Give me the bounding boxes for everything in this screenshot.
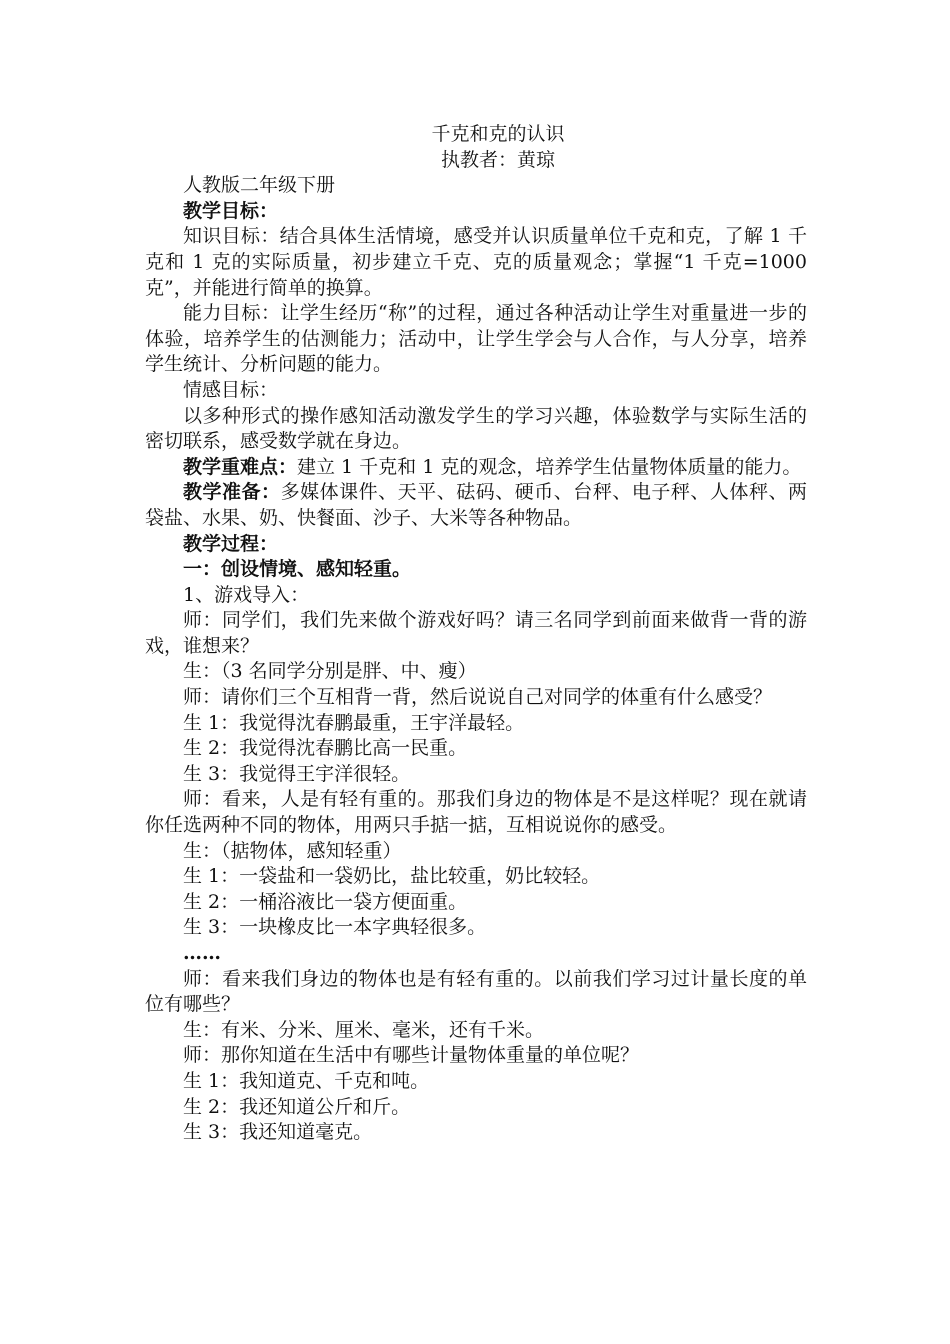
dialogue-line: 师：请你们三个互相背一背，然后说说自己对同学的体重有什么感受？	[183, 686, 773, 709]
key-points	[145, 455, 807, 481]
goals-heading: 教学目标：	[183, 199, 279, 222]
dialogue-line: 生 1：我觉得沈春鹏最重，王宇洋最轻。	[183, 711, 525, 734]
dialogue-line: 师：那你知道在生活中有哪些计量物体重量的单位呢？	[183, 1044, 640, 1067]
ability-goal: 能力目标：让学生经历“称”的过程，通过各种活动让学生对重量进一步的体验，培养学生的估测能力；活动中，让学生学会与人合作，与人分享，培养学生统计、分析问题的能力。	[145, 302, 807, 376]
emotion-goal: 以多种形式的操作感知活动激发学生的学习兴趣，体验数学与实际生活的密切联系，感受数学就在身边。	[145, 404, 807, 453]
dialogue-line: 师：看来我们身边的物体也是有轻有重的。以前我们学习过计量长度的单位有哪些？	[145, 967, 807, 1016]
dialogue-line: 生 1：一袋盐和一袋奶比，盐比较重，奶比较轻。	[183, 865, 601, 888]
key-points-label: 教学重难点：	[183, 455, 298, 478]
dialogue-line: 生：有米、分米、厘米、毫米，还有千米。	[183, 1018, 545, 1041]
preparation-label: 教学准备：	[183, 481, 281, 504]
dialogue-line: 生 2：一桶浴液比一袋方便面重。	[183, 890, 468, 913]
knowledge-goal: 知识目标：结合具体生活情境，感受并认识质量单位千克和克，了解 1 千克和 1 克的实际质量，初步建立千克、克的质量观念；掌握“1 千克=1000 克”，并能进行简单的换算。	[145, 225, 807, 299]
dialogue-line: 师：同学们，我们先来做个游戏好吗？请三名同学到前面来做背一背的游戏，谁想来？	[145, 609, 807, 657]
doc-title-block	[145, 122, 807, 173]
key-points-text: 建立 1 千克和 1 克的观念，培养学生估量物体质量的能力。	[297, 455, 802, 478]
dialogue-line: 生 2：我还知道公斤和斤。	[183, 1095, 411, 1118]
dialogue-line: 生：（掂物体，感知轻重）	[183, 839, 402, 862]
doc-teacher: 执教者：黄琼	[440, 148, 555, 171]
dialogue-line: 生 3：我觉得王宇洋很轻。	[183, 762, 411, 785]
preparation-text: 多媒体课件、天平、砝码、硬币、台秤、电子秤、人体秤、两袋盐、水果、奶、快餐面、沙子、大米等各种物品。	[145, 481, 807, 529]
doc-title: 千克和克的认识	[431, 123, 565, 145]
dialogue-line: 生：（3 名同学分别是胖、中、瘦）	[183, 660, 477, 683]
section1-heading: 一：创设情境、感知轻重。	[183, 558, 412, 581]
document-body	[145, 122, 807, 1146]
dialogue-line: 生 3：我还知道毫克。	[183, 1121, 373, 1144]
dialogue-line: 师：看来，人是有轻有重的。那我们身边的物体是不是这样呢？现在就请你任选两种不同的物体，用两只手掂一掂，互相说说你的感受。	[145, 788, 807, 837]
process-heading: 教学过程：	[183, 532, 279, 555]
dialogue-line: 生 3：一块橡皮比一本字典轻很多。	[183, 916, 487, 939]
dialogue-line: 1、游戏导入：	[183, 583, 310, 606]
emotion-goal-label: 情感目标：	[183, 378, 279, 401]
doc-edition: 人教版二年级下册	[183, 174, 336, 197]
preparation	[145, 480, 807, 531]
dialogue-line: 生 2：我觉得沈春鹏比高一民重。	[183, 737, 468, 760]
ellipsis-line: ……	[183, 942, 221, 964]
dialogue-line: 生 1：我知道克、千克和吨。	[183, 1069, 430, 1092]
